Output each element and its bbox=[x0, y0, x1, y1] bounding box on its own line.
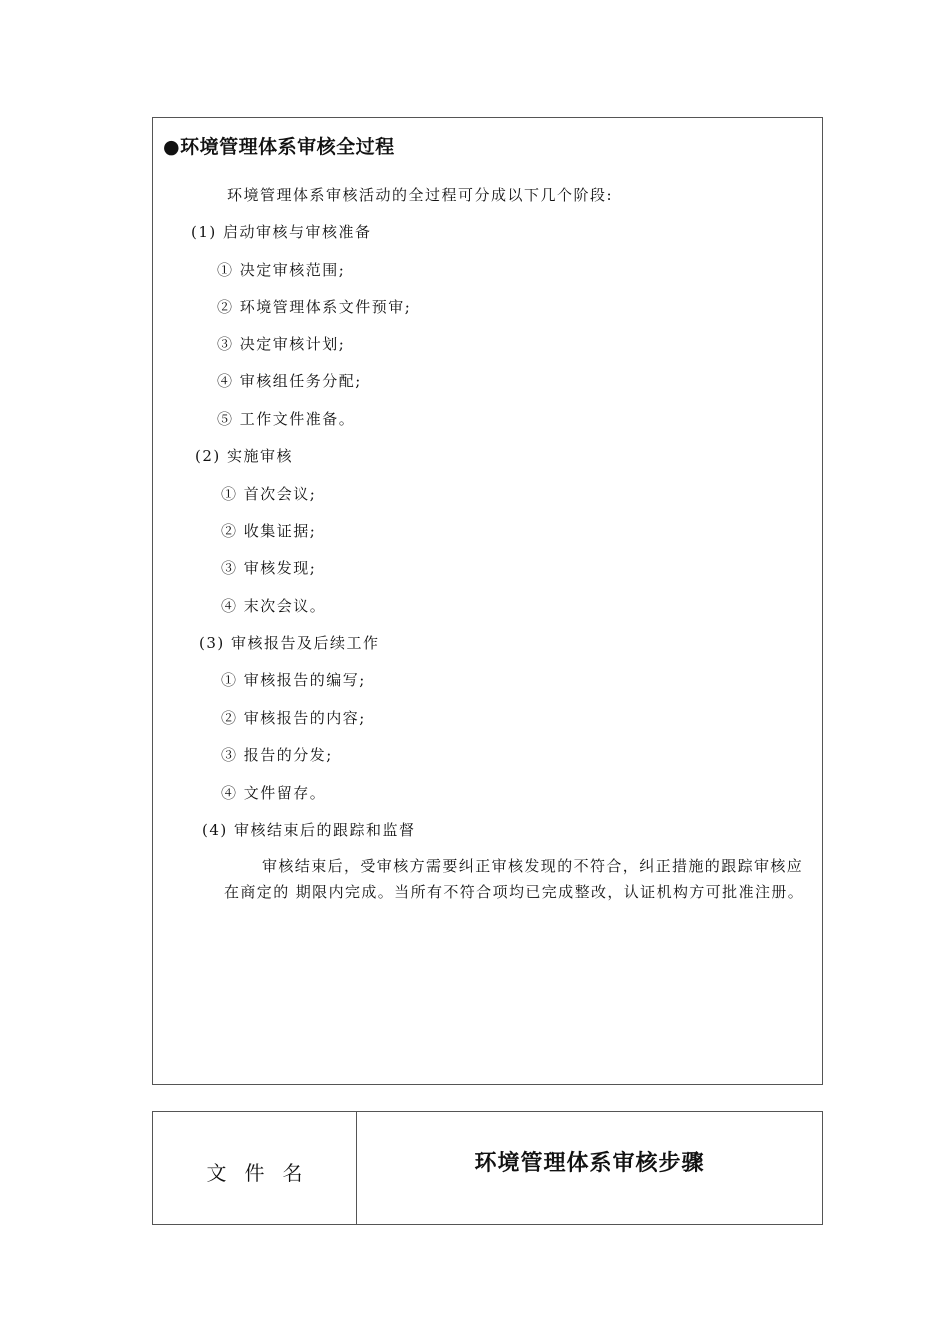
intro-text: 环境管理体系审核活动的全过程可分成以下几个阶段: bbox=[227, 186, 614, 204]
file-name-label: 文件名 bbox=[206, 1161, 321, 1185]
list-item: ③ 报告的分发; bbox=[221, 746, 333, 764]
list-item: ① 决定审核范围; bbox=[217, 261, 346, 279]
list-item: ① 首次会议; bbox=[221, 485, 317, 503]
file-name-table bbox=[152, 1111, 823, 1225]
list-item: ⑤ 工作文件准备。 bbox=[217, 410, 356, 428]
stage-1-title: (1) 启动审核与审核准备 bbox=[191, 223, 372, 241]
stage-4-title: (4) 审核结束后的跟踪和监督 bbox=[202, 821, 416, 839]
file-name-value: 环境管理体系审核步骤 bbox=[474, 1151, 705, 1176]
stage-4-paragraph: 审核结束后，受审核方需要纠正审核发现的不符合，纠正措施的跟踪审核应在商定的 期限内完成。当所有不符合项均已完成整改，认证机构方可批准注册。 bbox=[224, 857, 805, 901]
section-heading: ●环境管理体系审核全过程 bbox=[163, 136, 395, 158]
list-item: ③ 决定审核计划; bbox=[217, 335, 346, 353]
list-item: ④ 末次会议。 bbox=[221, 597, 327, 615]
list-item: ② 审核报告的内容; bbox=[221, 709, 366, 727]
stage-3-title: (3) 审核报告及后续工作 bbox=[199, 634, 380, 652]
content-box bbox=[152, 117, 823, 1085]
list-item: ② 收集证据; bbox=[221, 522, 317, 540]
list-item: ④ 文件留存。 bbox=[221, 784, 327, 802]
list-item: ④ 审核组任务分配; bbox=[217, 372, 362, 390]
stage-2-title: (2) 实施审核 bbox=[195, 447, 294, 465]
list-item: ③ 审核发现; bbox=[221, 559, 317, 577]
list-item: ② 环境管理体系文件预审; bbox=[217, 298, 412, 316]
list-item: ① 审核报告的编写; bbox=[221, 671, 366, 689]
